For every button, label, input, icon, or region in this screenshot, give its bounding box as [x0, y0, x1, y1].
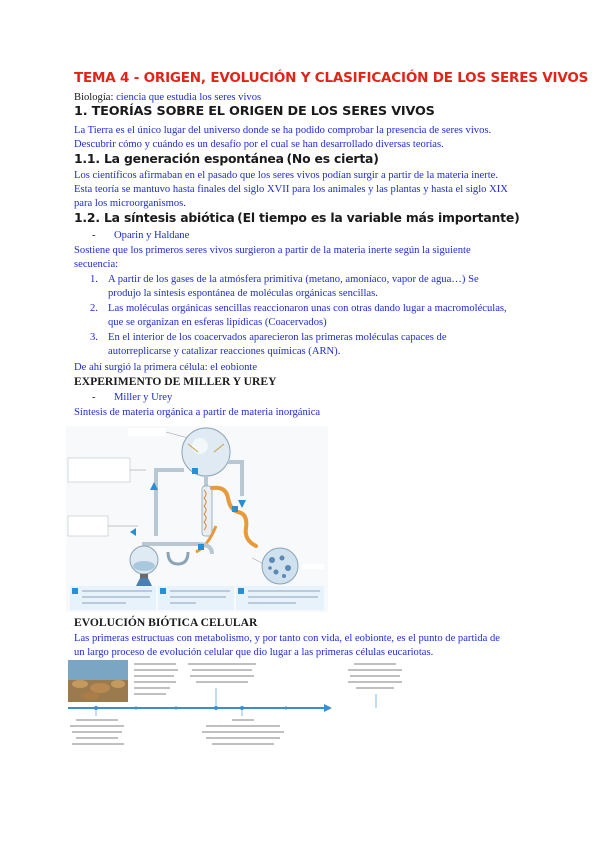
sequence-item-1-cont: produjo la síntesis espontánea de moléculas orgánicas sencillas.: [108, 288, 378, 299]
section11-title: 1.1. La generación espontánea: [74, 151, 284, 166]
section12-intro-2: secuencia:: [74, 259, 119, 270]
bullet-dash: -: [92, 230, 96, 241]
evolution-heading: EVOLUCIÓN BIÓTICA CELULAR: [74, 616, 258, 629]
biologia-definition: ciencia que estudia los seres vivos: [116, 92, 262, 103]
section12-title: 1.2. La síntesis abiótica: [74, 210, 235, 225]
evolution-paragraph-2: un largo proceso de evolución celular que dio lugar a las primeras células eucariotas.: [74, 647, 434, 658]
evolution-paragraph-1: Las primeras estructuas con metabolismo, y por tanto con vida, el eobionte, es el punto de partida de: [74, 633, 500, 644]
section12-note: (El tiempo es la variable más importante): [237, 210, 520, 225]
sequence-number: 1.: [90, 274, 98, 285]
sequence-item-1: [90, 273, 479, 286]
section12-intro-1: Sostiene que los primeros seres vivos surgieron a partir de la materia inerte según la siguiente: [74, 245, 471, 256]
biologia-label: Biología:: [74, 92, 114, 103]
section11-heading: [74, 152, 379, 167]
sequence-item-2-cont: que se organizan en esferas lipídicas (Coacervados): [108, 317, 327, 328]
sequence-text: A partir de los gases de la atmósfera primitiva (metano, amoníaco, vapor de agua…) Se: [108, 274, 479, 285]
eobionte-line: De ahí surgió la primera célula: el eobionte: [74, 362, 258, 373]
section11-paragraph-2: Esta teoría se mantuvo hasta finales del siglo XVII para los animales y las plantas y hasta el siglo XIX: [74, 184, 508, 195]
doc-title: TEMA 4 - ORIGEN, EVOLUCIÓN Y CLASIFICACIÓN DE LOS SERES VIVOS: [74, 70, 589, 86]
miller-heading: EXPERIMENTO DE MILLER Y UREY: [74, 375, 277, 388]
sequence-item-2: [90, 302, 507, 315]
miller-text: Síntesis de materia orgánica a partir de materia inorgánica: [74, 407, 321, 418]
sequence-number: 2.: [90, 303, 98, 314]
section11-note: (No es cierta): [286, 151, 379, 166]
miller-bullet: [92, 391, 172, 404]
sequence-text: Las moléculas orgánicas sencillas reaccionaron unas con otras dando lugar a macromoléculas,: [108, 303, 507, 314]
section11-paragraph-3: para los microorganismos.: [74, 198, 186, 209]
sequence-text: En el interior de los coacervados aparecieron las primeras moléculas capaces de: [108, 332, 447, 343]
section1-paragraph-2: Descubrir cómo y cuándo es un desafío por el cual se han desarrollado diversas teorías.: [74, 139, 444, 150]
cell-evolution-timeline: [66, 658, 536, 754]
section12-bullet: [92, 229, 189, 242]
section11-paragraph-1: Los científicos afirmaban en el pasado que los seres vivos podían surgir a partir de la materia inerte.: [74, 170, 498, 181]
sequence-number: 3.: [90, 332, 98, 343]
bullet-text: Oparin y Haldane: [114, 230, 190, 241]
bullet-dash: -: [92, 392, 96, 403]
section1-heading: 1. TEORÍAS SOBRE EL ORIGEN DE LOS SERES VIVOS: [74, 104, 435, 119]
section1-paragraph-1: La Tierra es el único lugar del universo donde se ha podido comprobar la presencia de seres vivos.: [74, 125, 492, 136]
biologia-line: [74, 91, 261, 104]
section12-heading: [74, 211, 520, 226]
bullet-text: Miller y Urey: [114, 392, 173, 403]
sequence-item-3-cont: autorreplicarse y catalizar reacciones químicas (ARN).: [108, 346, 341, 357]
miller-urey-diagram: [66, 426, 328, 612]
sequence-item-3: [90, 331, 447, 344]
